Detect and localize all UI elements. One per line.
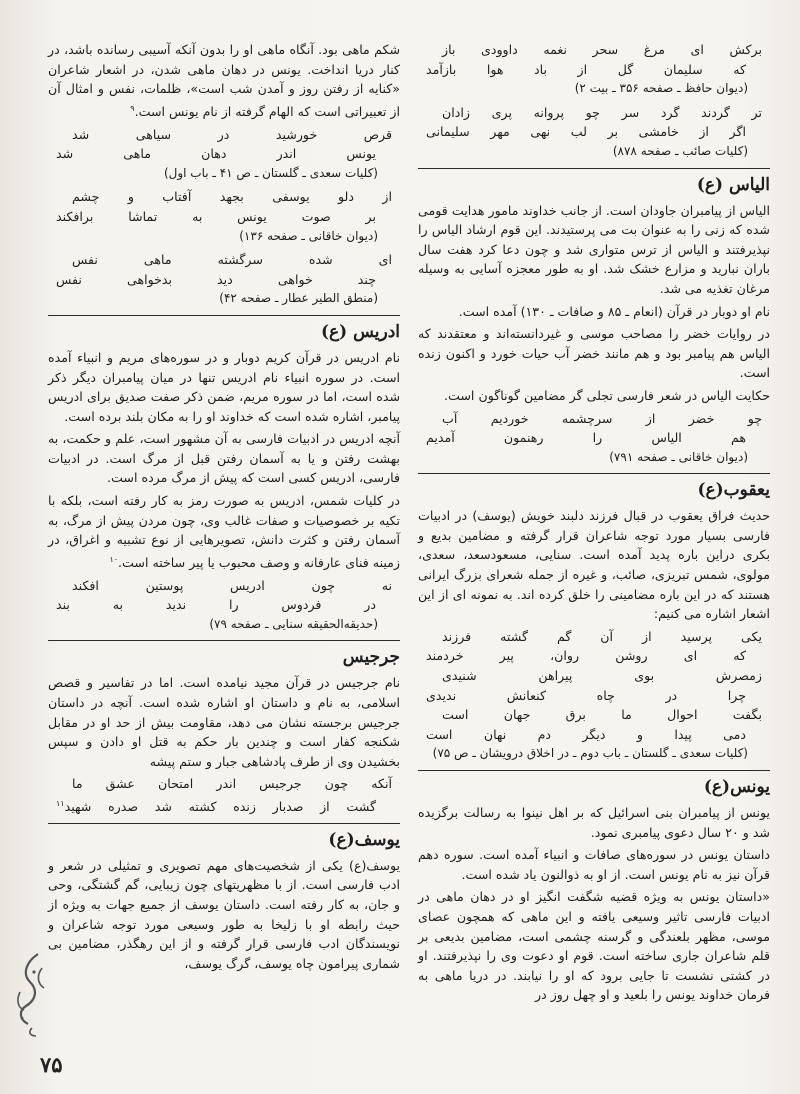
paragraph bbox=[418, 803, 770, 842]
verse-line: نه چون ادریس پوستین افکند bbox=[72, 577, 392, 593]
paragraph bbox=[418, 386, 770, 406]
left-column bbox=[48, 40, 400, 976]
verse-line: چند خواهی دید بدخواهی نفس bbox=[56, 271, 376, 287]
page-number: ۷۵ bbox=[40, 1052, 63, 1077]
poem-verse bbox=[418, 103, 770, 142]
verse-source: (حدیقه‌الحقیقه سنایی ـ صفحه ۷۹) bbox=[209, 616, 378, 631]
paragraph bbox=[48, 673, 400, 771]
poem-verse bbox=[418, 40, 770, 79]
paragraph bbox=[48, 40, 400, 122]
paragraph bbox=[418, 506, 770, 624]
paragraph-text: الیاس از پیامبران جاودان است. از جانب خداوند مامور هدایت قومی شده که زنی را به عنوان بت می پرستیدند. این قوم ارشاد الیاس را نپذیرفتند و الیاس از ترس متواری شد و چون دعا کرد هفت سال باران نبارید و مزارع خشک شد. او به طور معجزه آسایی به وسیله مرغان تغذیه می شد. bbox=[418, 202, 770, 296]
paragraph-text: حدیث فراق یعقوب در قبال فرزند دلبند خویش (یوسف) در ادبیات فارسی بسیار مورد توجه شاعران قرار گرفته و مضامین بدیع و بکری دراین باره پدید آمده است. سنایی، مسعودسعد، سعدی، مولوی، شمس تبریزی، صائب، و غیره از جمله شعرای بزرگ ایرانی هستند که در این باره مضامینی را خلق کرده اند. به نمونه ای از این اشعار اشاره می کنیم: bbox=[418, 508, 770, 622]
verse-line: که ای روشن روان، پیر خردمند bbox=[426, 648, 746, 664]
section-heading: الیاس (ع) bbox=[418, 168, 770, 197]
poem-verse bbox=[48, 187, 400, 226]
verse-source: (کلیات صائب ـ صفحه ۸۷۸) bbox=[612, 143, 748, 158]
verse-line: برکش ای مرغ سحر نغمه داوودی باز bbox=[442, 42, 762, 57]
section-heading: یعقوب(ع) bbox=[418, 473, 770, 502]
paragraph-text: در روایات خضر را مصاحب موسی و غیردانسته‌اند و معتقدند که الیاس هم پیامبر بود و هم مانند خضر آب حیات خورد و اکنون زنده است. bbox=[418, 326, 770, 381]
verse-line: یکی پرسید از آن گم گشته فرزند bbox=[442, 628, 762, 644]
poem-verse bbox=[418, 409, 770, 448]
verse-line: در فردوس را ندید به بند bbox=[56, 597, 376, 613]
paragraph-text: حکایت الیاس در شعر فارسی تجلی گر مضامین گوناگون است. bbox=[444, 387, 770, 403]
verse-line: بر صوت یونس به تماشا برافکند bbox=[56, 208, 376, 224]
paragraph bbox=[418, 324, 770, 383]
paragraph-text: نام جرجیس در قرآن مجید نیامده است. اما در تفاسیر و قصص اسلامی، به نام و داستان او اشاره شده است. آنچه در داستان جرجیس برجسته نشان می دهد، مقاومت بیش از حد او در مقابل شکنجه کفار است و چندین بار حکم به قتل او دادن و سپس بخشیدن وی از طرف پادشاهی جبار و ستم پیشه bbox=[48, 675, 400, 769]
paragraph-text: یونس از پیامبران بنی اسرائیل که بر اهل نینوا به رسالت برگزیده شد و ۲۰ سال دعوی پیامبری نمود. bbox=[418, 805, 770, 840]
section-heading: جرجیس bbox=[48, 640, 400, 669]
poem-verse bbox=[48, 250, 400, 289]
footnote-marker: ۱۰ bbox=[109, 554, 119, 564]
right-column bbox=[418, 40, 770, 1008]
paragraph-text: داستان یونس در سوره‌های صافات و انبیاء آمده است. سوره دهم قرآن نیز به نام یونس است. از او به ذوالنون یاد شده است. bbox=[418, 847, 770, 882]
paragraph bbox=[48, 429, 400, 488]
poem-verse bbox=[48, 774, 400, 816]
paragraph-text: نام ادریس در قرآن کریم دوبار و در سوره‌های مریم و انبیاء آمده است. در سوره انبیاء نام ادریس تنها در میان پیامبران دیگر ذکر شده است، اما در سوره مریم، ضمن ذکر صفت صدیق برای ادریس پیامبر، اشاره شده است که خداوند او را به مکان بلند برده است. bbox=[48, 349, 400, 424]
verse-line: ای شده سرگشته ماهی نفس bbox=[72, 252, 392, 268]
verse-line: یونس اندر دهان ماهی شد bbox=[56, 146, 376, 162]
verse-line: که سلیمان گل از باد هوا بازآمد bbox=[426, 61, 746, 77]
kerman-logo bbox=[8, 948, 52, 1040]
paragraph-text: «داستان یونس به ویژه قضیه شگفت انگیز او در دهان ماهی در ادبیات فارسی تاثیر وسیعی یافته و این ماهی که همچون عصای موسی، مظهر بلعندگی و گرسنه چشمی است، مضامین بدیعی بر قلم شاعران جاری ساخته است. قوم او دعوت وی را نپذیرفتند. او در کشتی نشست تا جایی برود که او را نیابند. در دریا ماهی به فرمان خداوند یونس را بلعید و او چهل روز در bbox=[418, 889, 770, 1003]
paragraph bbox=[418, 887, 770, 1005]
poem-verse bbox=[48, 576, 400, 615]
verse-line: زمصرش بوی پیراهن شنیدی bbox=[442, 668, 762, 684]
footnote-marker: ۹ bbox=[130, 103, 135, 113]
paragraph-text: آنچه ادریس در ادبیات فارسی به آن مشهور است، علم و حکمت، به بهشت رفتن و یا به آسمان رفتن قبل از مرگ است. در ادبیات فارسی، ادریس کسی است که پیش از مرگ مرده است. bbox=[48, 431, 400, 486]
verse-line: هم الیاس را رهنمون آمدیم bbox=[426, 430, 746, 446]
verse-line: بگفت احوال ما برق جهان است bbox=[442, 707, 762, 723]
verse-line: دمی پیدا و دیگر دم نهان است bbox=[426, 726, 746, 742]
verse-line: قرص خورشید در سیاهی شد bbox=[72, 126, 392, 142]
verse-source: (دیوان حافظ ـ صفحه ۳۵۶ ـ بیت ۲) bbox=[574, 81, 748, 96]
paragraph bbox=[48, 856, 400, 974]
paragraph bbox=[418, 201, 770, 299]
verse-line: اگر از خامشی بر لب نهی مهر سلیمانی bbox=[426, 124, 746, 140]
section-heading: ادریس (ع) bbox=[48, 315, 400, 344]
verse-line: آنکه چون جرجیس اندر امتحان عشق ما bbox=[72, 776, 392, 792]
paragraph bbox=[48, 491, 400, 573]
paragraph-text: یوسف(ع) یکی از شخصیت‌های مهم تصویری و تمثیلی در شعر و ادب فارسی است. از با مظهریتهای چون زیبایی، گم گشتگی، وحی و جان، به کار رفته است. داستان یوسف از جمیع جهات به ویژه از حیث رابطه او با زلیخا به طور وسیعی مورد توجه شاعران و نویسندگان ادب فارسی قرار گرفته و از این رهگذر، مضامین بی شماری پیرامون چاه یوسف، گرگ یوسف، bbox=[48, 857, 400, 971]
verse-source: (کلیات سعدی ـ گلستان ـ باب دوم ـ در اخلاق درویشان ـ ص ۷۵) bbox=[432, 746, 748, 761]
verse-line: از دلو یوسفی بجهد آفتاب و چشم bbox=[72, 189, 392, 205]
verse-source: (منطق الطیر عطار ـ صفحه ۴۲) bbox=[219, 291, 378, 306]
footnote-marker: ۱۱ bbox=[56, 798, 65, 808]
section-heading: یوسف(ع) bbox=[48, 823, 400, 852]
verse-source: (کلیات سعدی ـ گلستان ـ ص ۴۱ ـ باب اول) bbox=[163, 165, 378, 180]
verse-source: (دیوان خاقانی ـ صفحه ۱۳۶) bbox=[239, 228, 378, 243]
section-heading: یونس(ع) bbox=[418, 770, 770, 799]
verse-line: چو خضر از سرچشمه خوردیم آب bbox=[442, 410, 762, 426]
verse-line: تر گردند گرد سر چو پروانه پری زادان bbox=[442, 104, 762, 120]
paragraph bbox=[418, 845, 770, 884]
paragraph-text: شکم ماهی بود. آنگاه ماهی او را بدون آنکه آسیبی رسانده باشد، در کنار دریا انداخت. یونس در دهان ماهی شدن، در اشعار شاعران «کنایه از رفتن روز و آمدن شب است»، ظلمات، نفس و امثال آن از تعبیراتی است که الهام گرفته از نام یونس است. bbox=[48, 42, 400, 119]
poem-verse bbox=[48, 125, 400, 164]
verse-source: (دیوان خاقانی ـ صفحه ۷۹۱) bbox=[609, 449, 748, 464]
verse-line: چرا در چاه کنعانش ندیدی bbox=[426, 687, 746, 703]
paragraph bbox=[418, 302, 770, 322]
verse-line: گشت از صدبار زنده کشته شد صدره شهید$^{۱۱}$ bbox=[56, 798, 376, 815]
poem-verse bbox=[418, 627, 770, 745]
paragraph-text: نام او دوبار در قرآن (انعام ـ ۸۵ و صافات ـ ۱۳۰) آمده است. bbox=[458, 303, 770, 319]
paragraph bbox=[48, 348, 400, 426]
paragraph-text: در کلیات شمس، ادریس به صورت رمز به کار رفته است، بلکه با تکیه بر خصوصیات و صفات غالب وی، چون مردن پیش از مرگ، به آسمان رفتن و کثرت دانش، تصویرهایی از نوع تشبیه و اغراق، در زمینه فنای عارفانه و وصف محبوب یا پیر ساخته است. bbox=[48, 493, 400, 571]
